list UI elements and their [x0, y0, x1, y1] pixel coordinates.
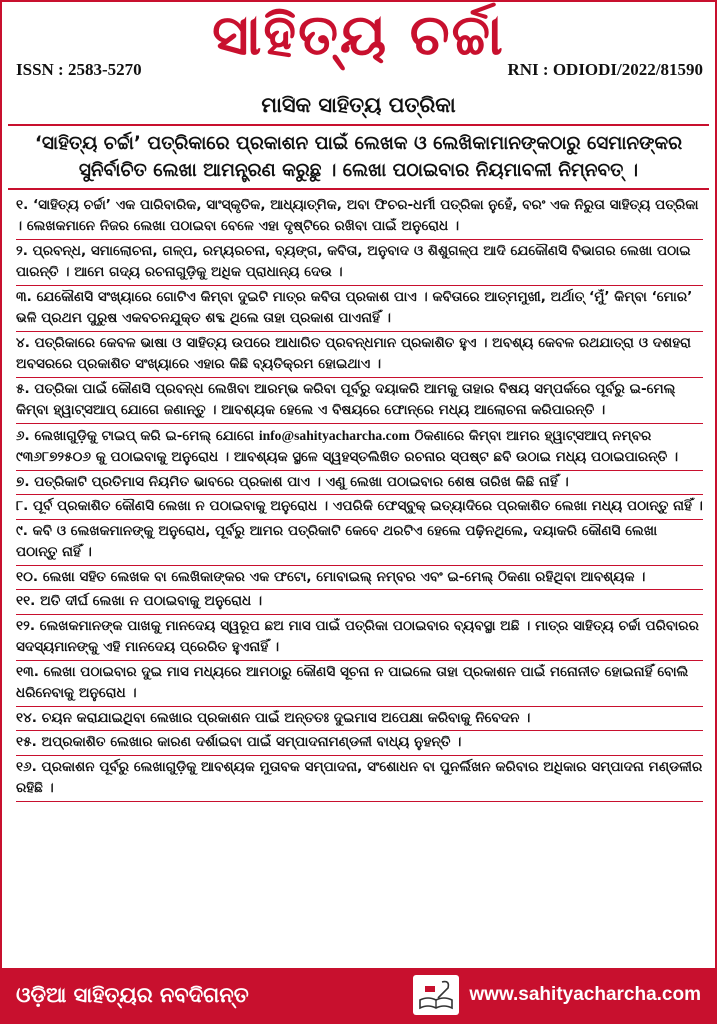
- rule-item: [16, 495, 703, 520]
- rule-item: [16, 240, 703, 286]
- rule-text: କବି ଓ ଲେଖକମାନଙ୍କୁ ଅନୁରୋଧ, ପୂର୍ବରୁ ଆମର ପତ୍ରିକାଟି କେବେ ଥରଟିଏ ହେଲେ ପଢ଼ିନଥିଲେ, ଦୟାକରି କୌଣସି ଲେଖା ପଠାନ୍ତୁ ନାହିଁ ।: [16, 522, 658, 560]
- divider: [8, 188, 709, 190]
- rni-number: RNI : ODIODI/2022/81590: [507, 60, 703, 79]
- book-quill-icon: [413, 975, 459, 1015]
- rules-list: [2, 194, 715, 802]
- rule-text: ଲେଖକମାନଙ୍କ ପାଖକୁ ମାନଦେୟ ସ୍ୱରୂପ ଛଅ ମାସ ପାଇଁ ପତ୍ରିକା ପଠାଇବାର ବ୍ୟବସ୍ଥା ଅଛି । ମାତ୍ର ସାହିତ୍ୟ ଚର୍ଚ୍ଚା ପରିବାରର ସଦସ୍ୟମାନଙ୍କୁ ଏହି ମାନଦେୟ ପ୍ରେରିତ ହୁଏନାହିଁ ।: [16, 617, 699, 655]
- rule-item: [16, 378, 703, 424]
- rule-number: ୧୪.: [16, 709, 37, 726]
- rule-number: ୧୧.: [16, 593, 36, 609]
- rule-item: [16, 756, 703, 802]
- intro-line-2: ସୁନିର୍ବାଚିତ ଲେଖା ଆମନ୍ତ୍ରଣ କରୁଛୁ । ଲେଖା ପଠାଇବାର ନିୟମାବଳୀ ନିମ୍ନବତ୍ ।: [78, 160, 639, 181]
- rule-text: ଅପ୍ରକାଶିତ ଲେଖାର କାରଣ ଦର୍ଶାଇବା ପାଇଁ ସମ୍ପାଦନାମଣ୍ଡଳୀ ବାଧ୍ୟ ନୁହନ୍ତି ।: [41, 734, 462, 750]
- rule-item: [16, 332, 703, 378]
- rule-item: [16, 471, 703, 496]
- rule-number: ୩.: [16, 288, 32, 305]
- rule-text: ପ୍ରକାଶନ ପୂର୍ବରୁ ଲେଖାଗୁଡ଼ିକୁ ଆବଶ୍ୟକ ମୁତାବକ ସମ୍ପାଦନା, ସଂଶୋଧନ ବା ପୁନର୍ଲିଖନ କରିବାର ଅଧିକାର ସମ୍ପାଦନା ମଣ୍ଡଳୀର ରହିଛି ।: [16, 758, 703, 796]
- website-link[interactable]: www.sahityacharcha.com: [469, 984, 701, 1005]
- rule-number: ୧୬.: [16, 758, 37, 775]
- rule-text: ଚୟନ କରାଯାଇଥିବା ଲେଖାର ପ୍ରକାଶନ ପାଇଁ ଅନ୍ତତଃ ଦୁଇମାସ ଅପେକ୍ଷା କରିବାକୁ ନିବେଦନ ।: [41, 709, 531, 726]
- rule-item: [16, 424, 703, 471]
- rule-item: [16, 286, 703, 332]
- rule-text: ଲେଖା ପଠାଇବାର ଦୁଇ ମାସ ମଧ୍ୟରେ ଆମଠାରୁ କୌଣସି ସୂଚନା ନ ପାଇଲେ ତାହା ପ୍ରକାଶନ ପାଇଁ ମନୋନୀତ ହୋଇନାହିଁ ବୋଲି ଧରିନେବାକୁ ଅନୁରୋଧ ।: [16, 663, 689, 701]
- footer-tagline: ଓଡ଼ିଆ ସାହିତ୍ୟର ନବଦିଗନ୍ତ: [16, 982, 249, 1007]
- rule-text: ଯେକୌଣସି ସଂଖ୍ୟାରେ ଗୋଟିଏ କିମ୍ବା ଦୁଇଟି ମାତ୍ର କବିତା ପ୍ରକାଶ ପାଏ । କବିତାରେ ଆତ୍ମମୁଖୀ, ଅର୍ଥାତ୍ ‘ମୁଁ’ କିମ୍ବା ‘ମୋର’ ଭଳି ପ୍ରଥମ ପୁରୁଷ ଏକବଚନଯୁକ୍ତ ଶବ୍ଦ ଥିଲେ ତାହା ପ୍ରକାଶ ପାଏନାହିଁ ।: [16, 288, 693, 326]
- intro-text: [2, 126, 715, 186]
- rule-item: [16, 566, 703, 591]
- rule-text: ପ୍ରବନ୍ଧ, ସମାଲୋଚନା, ଗଳ୍ପ, ରମ୍ୟରଚନା, ବ୍ୟଙ୍ଗ, କବିତା, ଅନୁବାଦ ଓ ଶିଶୁଗଳ୍ପ ଆଦି ଯେକୌଣସି ବିଭାଗର ଲେଖା ପଠାଇ ପାରନ୍ତି । ଆମେ ଗଦ୍ୟ ରଚନାଗୁଡ଼ିକୁ ଅଧିକ ପ୍ରାଧାନ୍ୟ ଦେଉ ।: [16, 242, 691, 280]
- rule-item: [16, 520, 703, 566]
- rule-number: ୧୦.: [16, 568, 39, 585]
- rule-item: [16, 194, 703, 240]
- rule-number: ୧୩.: [16, 663, 39, 680]
- rule-text: ଲେଖାଗୁଡ଼ିକୁ ଟାଇପ୍ କରି ଇ-ମେଲ୍ ଯୋଗେ: [34, 427, 259, 444]
- rule-number: ୨.: [16, 242, 28, 259]
- footer-right: [413, 975, 701, 1015]
- magazine-logo: ସାହିତ୍ୟ ଚର୍ଚ୍ଚା: [212, 3, 505, 68]
- rule-number: ୧୨.: [16, 617, 36, 634]
- rule-item: [16, 731, 703, 756]
- magazine-subtitle: ମାସିକ ସାହିତ୍ୟ ପତ୍ରିକା: [261, 93, 456, 117]
- rule-item: [16, 707, 703, 732]
- rule-number: ୭.: [16, 473, 30, 490]
- rule-number: ୧୫.: [16, 734, 37, 750]
- intro-line-1: ‘ସାହିତ୍ୟ ଚର୍ଚ୍ଚା’ ପତ୍ରିକାରେ ପ୍ରକାଶନ ପାଇଁ ଲେଖକ ଓ ଲେଖିକାମାନଙ୍କଠାରୁ ସେମାନଙ୍କର: [34, 133, 683, 154]
- rule-text: ପତ୍ରିକାଟି ପ୍ରତିମାସ ନିୟମିତ ଭାବରେ ପ୍ରକାଶ ପାଏ । ଏଣୁ ଲେଖା ପଠାଇବାର ଶେଷ ତାରିଖ କିଛି ନାହିଁ ।: [34, 473, 569, 490]
- email-link[interactable]: info@sahityacharcha.com: [258, 427, 410, 443]
- rule-item: [16, 661, 703, 707]
- rule-number: ୫.: [16, 380, 30, 397]
- rule-number: ୪.: [16, 334, 30, 351]
- footer-bar: [2, 968, 715, 1022]
- rule-item: [16, 615, 703, 661]
- rule-number: ୮.: [16, 498, 29, 514]
- rule-number: ୧.: [16, 196, 29, 213]
- rule-text: ଲେଖା ସହିତ ଲେଖକ ବା ଲେଖିକାଙ୍କର ଏକ ଫଟୋ, ମୋବାଇଲ୍ ନମ୍ବର ଏବଂ ଇ-ମେଲ୍ ଠିକଣା ରହିଥିବା ଆବଶ୍ୟକ ।: [42, 568, 646, 585]
- rule-text: ଅତି ଦୀର୍ଘ ଲେଖା ନ ପଠାଇବାକୁ ଅନୁରୋଧ ।: [40, 593, 263, 609]
- rule-number: ୯.: [16, 522, 28, 539]
- rule-number: ୬.: [16, 427, 30, 444]
- rule-text: ‘ସାହିତ୍ୟ ଚର୍ଚ୍ଚା’ ଏକ ପାରିବାରିକ, ସାଂସ୍କୃତିକ, ଆଧ୍ୟାତ୍ମିକ, ଅବା ଫିଚର-ଧର୍ମୀ ପତ୍ରିକା ନୁହେଁ, ବରଂ ଏକ ନିରୁତା ସାହିତ୍ୟ ପତ୍ରିକା । ଲେଖକମାନେ ନିଜର ଲେଖା ପଠାଇବା ବେଳେ ଏହା ଦୃଷ୍ଟିରେ ରଖିବା ପାଇଁ ଅନୁରୋଧ ।: [16, 196, 699, 234]
- rule-text: ପୂର୍ବ ପ୍ରକାଶିତ କୌଣସି ଲେଖା ନ ପଠାଇବାକୁ ଅନୁରୋଧ । ଏପରିକି ଫେସ୍‌ବୁକ୍ ଇତ୍ୟାଦିରେ ପ୍ରକାଶିତ ଲେଖା ମଧ୍ୟ ପଠାନ୍ତୁ ନାହିଁ ।: [33, 498, 703, 514]
- masthead: [2, 2, 715, 88]
- issn-number: ISSN : 2583-5270: [16, 60, 142, 79]
- rule-text: ପତ୍ରିକାରେ କେବଳ ଭାଷା ଓ ସାହିତ୍ୟ ଉପରେ ଆଧାରିତ ପ୍ରବନ୍ଧମାନ ପ୍ରକାଶିତ ହୁଏ । ଅବଶ୍ୟ କେବଳ ରଥଯାତ୍ରା ଓ ଦଶହରା ଅବସରରେ ପ୍ରକାଶିତ ସଂଖ୍ୟାରେ ଏହାର କିଛି ବ୍ୟତିକ୍ରମ ହୋଇଥାଏ ।: [16, 334, 691, 372]
- rule-text: ଠିକଣାରେ କିମ୍ବା ଆମର ହ୍ୱାଟ୍ସଆପ୍ ନମ୍ବର ୯୩୬୮୭୨୫୦୬ କୁ ପଠାଇବାକୁ ଅନୁରୋଧ । ଆବଶ୍ୟକ ସ୍ଥଳେ ସ୍ୱହସ୍ତଲିଖିତ ରଚନାର ସ୍ପଷ୍ଟ ଛବି ଉଠାଇ ମଧ୍ୟ ପଠାଇପାରନ୍ତି ।: [16, 427, 679, 465]
- rule-item: [16, 590, 703, 615]
- rule-text: ପତ୍ରିକା ପାଇଁ କୌଣସି ପ୍ରବନ୍ଧ ଲେଖିବା ଆରମ୍ଭ କରିବା ପୂର୍ବରୁ ଦୟାକରି ଆମକୁ ତାହାର ବିଷୟ ସମ୍ପର୍କରେ ପୂର୍ବରୁ ଇ-ମେଲ୍ କିମ୍ବା ହ୍ୱାଟ୍ସଆପ୍ ଯୋଗେ ଜଣାନ୍ତୁ । ଆବଶ୍ୟକ ହେଲେ ଏ ବିଷୟରେ ଫୋନ୍‌ରେ ମଧ୍ୟ ଆଲୋଚନା କରିପାରନ୍ତି ।: [16, 380, 676, 418]
